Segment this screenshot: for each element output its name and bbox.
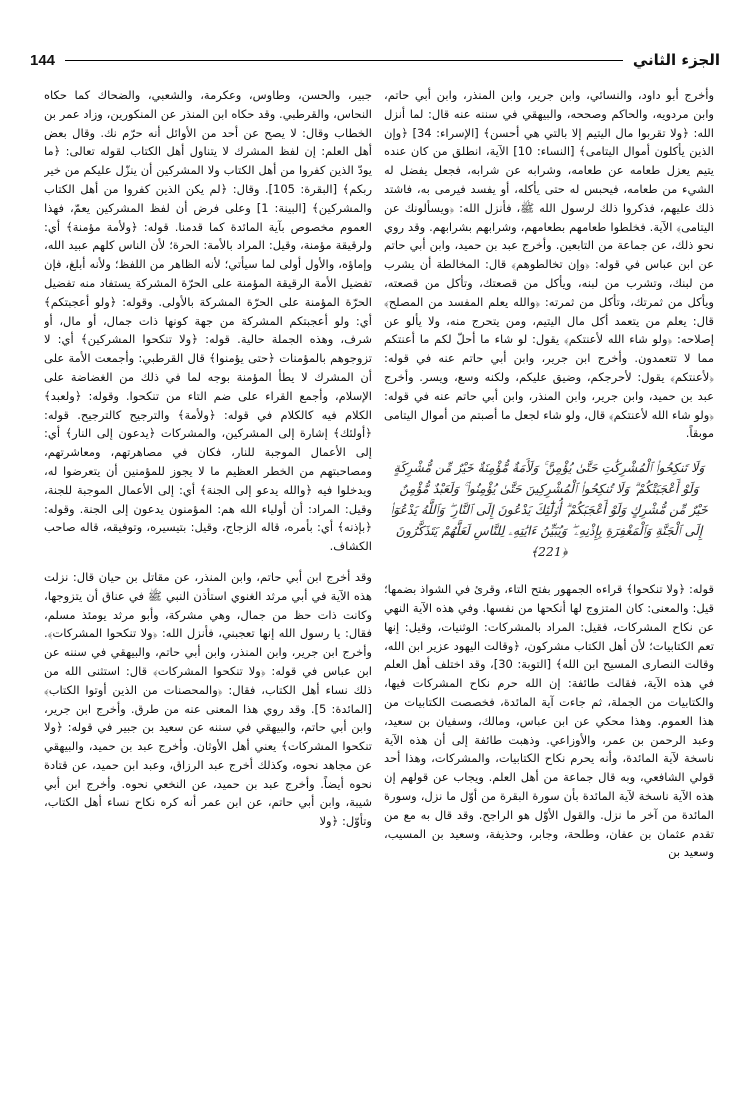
quran-verse: وَلَا تَنكِحُوا۟ ٱلْمُشْرِكَٰتِ حَتَّىٰ يُؤْمِنَّ ۚ وَلَأَمَةٌ مُّؤْمِنَةٌ خَيْرٌ مِّن مُّشْرِكَةٍ وَلَوْ أَعْجَبَتْكُمْ ۗ وَلَا تُنكِحُوا۟ ٱلْمُشْرِكِينَ حَتَّىٰ يُؤْمِنُوا۟ ۚ وَلَعَبْدٌ مُّؤْمِنٌ خَيْرٌ مِّن مُّشْرِكٍ وَلَوْ أَعْجَبَكُمْ ۗ أُو۟لَٰٓئِكَ يَدْعُونَ إِلَى ٱلنَّارِ ۖ وَٱللَّهُ يَدْعُوٓا۟ إِلَى ٱلْجَنَّةِ وَٱلْمَغْفِرَةِ بِإِذْنِهِۦ ۖ وَيُبَيِّنُ ءَايَٰتِهِۦ لِلنَّاسِ لَعَلَّهُمْ يَتَذَكَّرُونَ ﴿221﴾	[390, 460, 708, 560]
left-paragraph-1: جبير، والحسن، وطاوس، وعكرمة، والشعبي، والضحاك كما حكاه النحاس، والقرطبي. وقد حكاه ابن المنذر عن المنكورين، وزاد عمر بن الخطاب وقال: لا يصح عن أحد من الأوائل أنه حرّم نك. وقال بعض أهل العلم: إن لفظ المشرك لا يتناول أهل الكتاب لقوله تعالى: ﴿ما يودّ الذين كفروا من أهل الكتاب ولا المشركين أن ينزّل عليكم من خير ربكم﴾ [البقرة: 105]. وقال: ﴿لم يكن الذين كفروا من أهل الكتاب والمشركين﴾ [البينة: 1] وعلى فرض أن لفظ المشركين يعمّ، فهذا العموم مخصوص بآية المائدة كما قدمنا. قوله: ﴿ولأمة مؤمنة﴾ أي: ولرقيقة مؤمنة، وقيل: المراد بالأمة: الحرة؛ لأن الناس كلهم عبيد الله، وإماؤه، والأول أولى لما سيأتي؛ لأنه الظاهر من اللفظ؛ ولأنه أبلغ، فإن تفضيل الأمة الرقيقة المؤمنة على الحرّة المشركة يستفاد منه تفضيل الحرّة المؤمنة على الحرّة المشركة بالأولى. وقوله: ﴿ولو أعجبتكم﴾ أي: ولو أعجبتكم المشركة من جهة كونها ذات جمال، أو مال، أو شرف، وهذه الجملة حالية. قوله: ﴿ولا تنكحوا المشركين﴾ أي: لا تزوجوهم بالمؤمنات ﴿حتى يؤمنوا﴾ قال القرطبي: وأجمعت الأمة على أن المشرك لا يطأ المؤمنة بوجه لما في ذلك من الغضاضة على الإسلام، وأجمع القراء على ضم التاء من تنكحوا. وقوله: ﴿ولعبد﴾ الكلام فيه كالكلام في قوله: ﴿ولأمة﴾ والترجيح كالترجيح. قوله: ﴿أولئك﴾ إشارة إلى المشركين، والمشركات ﴿يدعون إلى النار﴾ أي: إلى الأعمال الموجبة للنار، فكان في مصاهرتهم، ومعاشرتهم، ومصاحبتهم من الخطر العظيم ما لا يجوز للمؤمنين أن يتعرضوا له، ويدخلوا فيه ﴿والله يدعو إلى الجنة﴾ أي: إلى الأعمال الموجبة للجنة، وقيل: المراد: أن أولياء الله هم: المؤمنون يدعون إلى الجنة. وقوله: ﴿بإذنه﴾ أي: بأمره، قاله الزجاج، وقيل: بتيسيره، وتوفيقه، قاله صاحب الكشاف.	[44, 88, 372, 554]
right-paragraph-1: وأخرج أبو داود، والنسائي، وابن جرير، وابن المنذر، وابن أبي حاتم، وابن مردويه، والحاكم وصححه، والبيهقي في سننه عنه قال: لما أنزل الله: ﴿ولا تقربوا مال اليتيم إلا بالتي هي أحسن﴾ [الإسراء: 34] ﴿وإن الذين يأكلون أموال اليتامى﴾ [النساء: 10] الآية، انطلق من كان عنده يتيم يعزل طعامه عن طعامه، وشرابه عن شرابه، فجعل يفضل له الشيء من طعامه، فيحبس له حتى يأكله، أو يفسد فيرمى به، فاشتد ذلك عليهم، فذكروا ذلك لرسول الله ﷺ، فأنزل الله: ﴿ويسألونك عن اليتامى﴾ الآية. فخلطوا طعامهم بطعامهم، وشرابهم بشرابهم. وقد روي نحو ذلك، عن جماعة من التابعين. وأخرج عبد بن حميد، وابن أبي حاتم عن ابن عباس في قوله: ﴿وإن تخالطوهم﴾ قال: المخالطة أن يشرب من لبنك، وتشرب من لبنه، ويأكل من قصعتك، وتأكل من قصعته، ويأكل من ثمرتك، وتأكل من ثمرته: ﴿والله يعلم المفسد من المصلح﴾ قال: يعلم من يتعمد أكل مال اليتيم، ومن يتحرج منه، ولا يألو عن إصلاحه: ﴿ولو شاء الله لأعنتكم﴾ يقول: لو شاء ما أحلّ لكم ما أعنتكم مما لا تتعمدون. وأخرج ابن جرير، وابن أبي حاتم عنه في قوله: ﴿لأعنتكم﴾ يقول: لأحرجكم، وضيق عليكم، ولكنه وسع، ويسر. وأخرج عبد بن حميد، وابن جرير، وابن المنذر، وابن أبي حاتم عنه في قوله: ﴿ولو شاء الله لأعنتكم﴾ قال، ولو شاء لجعل ما أصبتم من أموال اليتامى موبقاً.	[384, 88, 714, 441]
left-paragraph-2: وقد أخرج ابن أبي حاتم، وابن المنذر، عن مقاتل بن حيان قال: نزلت هذه الآية في أبي مرثد الغنوي استأذن النبي ﷺ في عناق أن يتزوجها، وكانت ذات حظ من جمال، وهي مشركة، وأبو مرثد يومئذ مسلم، فقال: يا رسول الله إنها تعجبني، فأنزل الله: ﴿ولا تنكحوا المشركات﴾. وأخرج ابن جرير، وابن المنذر، وابن أبي حاتم، والبيهقي في سننه عن ابن عباس في قوله: ﴿ولا تنكحوا المشركات﴾ قال: استثنى الله من ذلك نساء أهل الكتاب، فقال: ﴿والمحصنات من الذين أوتوا الكتاب﴾ [المائدة: 5]. وقد روي هذا المعنى عنه من طرق. وأخرج ابن جرير، وابن أبي حاتم، والبيهقي في سننه عن سعيد بن جبير في قوله: ﴿ولا تنكحوا المشركات﴾ يعني أهل الأوثان. وأخرج عبد بن حميد، والبيهقي عن مجاهد نحوه، وكذلك أخرج عبد الرزاق، وعبد ابن حميد، عن قتادة نحوه أيضاً. وأخرج عبد بن حميد، عن النخعي نحوه. وأخرج ابن أبي شيبة، وابن أبي حاتم، عن ابن عمر أنه كره نكاح نساء أهل الكتاب، وتأوّل: ﴿ولا	[44, 569, 372, 829]
part-title: الجزء الثاني	[632, 51, 720, 69]
header-rule	[65, 60, 623, 61]
right-paragraph-2: قوله: ﴿ولا تنكحوا﴾ قراءه الجمهور بفتح التاء، وقرئ في الشواذ بضمها؛ قيل: والمعنى: كان المتزوج لها أنكحها من نفسها. وفي هذه الآية النهي عن نكاح المشركات، فقيل: المراد بالمشركات: الوثنيات، وقيل: إنها تعم الكتابيات؛ لأن أهل الكتاب مشركون، ﴿وقالت اليهود عزير ابن الله، وقالت النصارى المسيح ابن الله﴾ [التوبة: 30]، وقد اختلف أهل العلم في هذه الآية، فقالت طائفة: إن الله حرم نكاح المشركات فيها، والكتابيات من الجملة، ثم جاءت آية المائدة، فخصصت الكتابيات من هذا العموم. وهذا محكي عن ابن عباس، ومالك، وسفيان بن سعيد، وعبد الرحمن بن عمر، والأوزاعي. وذهبت طائفة إلى أن هذه الآية ناسخة لآية المائدة، وأنه يحرم نكاح الكتابيات، والمشركات، وهذا أحد قولي الشافعي، وبه قال جماعة من أهل العلم. ويجاب عن قولهم إن هذه الآية ناسخة لآية المائدة بأن سورة البقرة من أوّل ما نزل، وسورة المائدة من آخر ما نزل. والقول الأوّل هو الراجح. وقد قال به مع من تقدم عثمان بن عفان، وطلحة، وجابر، وحذيفة، وسعيد بن المسيب، وسعيد بن	[384, 582, 714, 860]
right-column	[384, 86, 714, 1096]
left-column	[44, 86, 372, 1096]
page-number: 144	[30, 51, 56, 69]
page-header	[30, 48, 720, 72]
